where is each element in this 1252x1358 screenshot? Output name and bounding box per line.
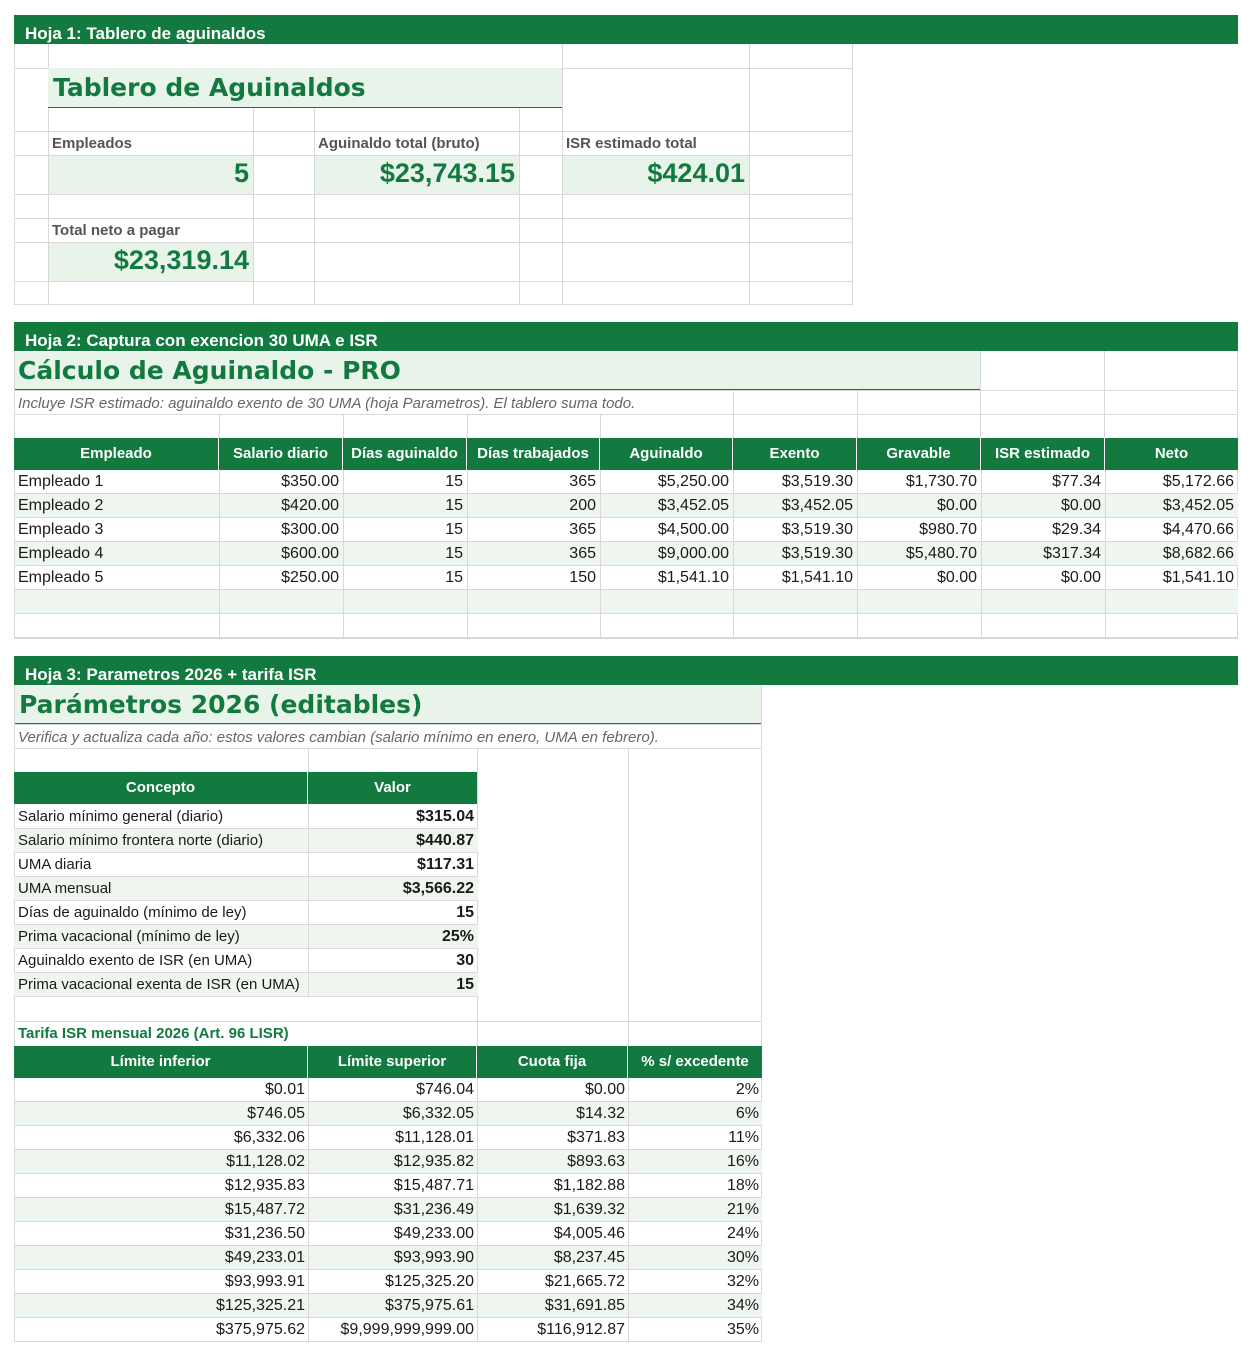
param-value[interactable]: 30 [456, 952, 474, 969]
kpi-value-isr-total[interactable]: $424.01 [647, 158, 745, 188]
param-value[interactable]: $3,566.22 [402, 880, 474, 897]
col-line [1105, 614, 1106, 638]
table-cell[interactable]: 365 [569, 545, 596, 562]
tarifa-cell[interactable]: $116,912.87 [537, 1321, 625, 1338]
tarifa-cell[interactable]: $49,233.01 [224, 1249, 305, 1266]
col-header-cuota-fija[interactable]: Cuota fija [477, 1046, 628, 1078]
tarifa-cell[interactable]: $14.32 [576, 1105, 625, 1122]
col-header-gravable[interactable]: Gravable [857, 438, 981, 470]
tarifa-title: Tarifa ISR mensual 2026 (Art. 96 LISR) [18, 1025, 289, 1042]
tarifa-cell[interactable]: $6,332.06 [233, 1129, 305, 1146]
tarifa-cell[interactable]: $375,975.61 [385, 1297, 474, 1314]
sheet1-banner: Hoja 1: Tablero de aguinaldos [14, 15, 1238, 44]
kpi-label-total-neto: Total neto a pagar [52, 222, 181, 239]
table-cell[interactable]: $3,519.30 [781, 545, 853, 562]
col-header-dias-aguinaldo[interactable]: Días aguinaldo [343, 438, 467, 470]
table-cell[interactable]: $8,682.66 [1162, 545, 1234, 562]
table-cell[interactable]: $3,452.05 [781, 497, 853, 514]
table-cell[interactable]: $5,480.70 [905, 545, 977, 562]
calc-subtitle: Incluye ISR estimado: aguinaldo exento de 30 UMA (hoja Parametros). El tablero suma todo. [18, 395, 636, 412]
param-concept: UMA diaria [18, 856, 92, 873]
kpi-label-aguinaldo-total: Aguinaldo total (bruto) [318, 135, 480, 152]
param-value[interactable]: $117.31 [417, 856, 474, 873]
col-line [219, 590, 220, 614]
tarifa-cell[interactable]: 2% [735, 1081, 759, 1098]
row-line [14, 613, 1238, 614]
col-line [733, 614, 734, 638]
params-title: Parámetros 2026 (editables) [19, 690, 423, 719]
tarifa-cell[interactable]: $11,128.01 [395, 1129, 474, 1146]
col-header-isr-estimado[interactable]: ISR estimado [981, 438, 1105, 470]
table-cell[interactable]: 15 [445, 521, 463, 538]
table-cell[interactable]: $1,541.10 [1162, 569, 1234, 586]
tarifa-cell[interactable]: $1,182.88 [553, 1177, 625, 1194]
table-cell[interactable]: Empleado 3 [18, 521, 104, 538]
table-cell[interactable]: 200 [569, 497, 596, 514]
dashboard-title: Tablero de Aguinaldos [53, 73, 366, 102]
tarifa-cell[interactable]: 34% [726, 1297, 759, 1314]
col-header-exento[interactable]: Exento [733, 438, 857, 470]
col-line [857, 590, 858, 614]
table-cell[interactable]: Empleado 4 [18, 545, 104, 562]
kpi-label-empleados: Empleados [52, 135, 133, 152]
col-line [343, 614, 344, 638]
tarifa-cell[interactable]: $93,993.91 [224, 1273, 305, 1290]
table-cell[interactable]: $350.00 [281, 473, 339, 490]
table-cell[interactable]: $4,500.00 [657, 521, 729, 538]
tarifa-cell[interactable]: 6% [735, 1105, 759, 1122]
col-line [343, 590, 344, 614]
col-header-porcentaje-excedente[interactable]: % s/ excedente [628, 1046, 762, 1078]
param-concept: Aguinaldo exento de ISR (en UMA) [18, 952, 253, 969]
calc-title: Cálculo de Aguinaldo - PRO [18, 356, 401, 385]
table-cell[interactable]: $5,250.00 [657, 473, 729, 490]
col-line [600, 590, 601, 614]
tarifa-cell[interactable]: $746.04 [416, 1081, 474, 1098]
tarifa-cell[interactable]: $375,975.62 [216, 1321, 305, 1338]
table-cell[interactable]: 365 [569, 473, 596, 490]
table-cell[interactable]: $0.00 [1060, 497, 1101, 514]
tarifa-cell[interactable]: $746.05 [247, 1105, 305, 1122]
tarifa-cell[interactable]: $49,233.00 [393, 1225, 474, 1242]
table-cell[interactable]: $3,519.30 [781, 473, 853, 490]
tarifa-cell[interactable]: $21,665.72 [544, 1273, 625, 1290]
tarifa-cell[interactable]: $371.83 [567, 1129, 625, 1146]
param-concept: Prima vacacional exenta de ISR (en UMA) [18, 976, 300, 993]
table-cell[interactable]: $3,519.30 [781, 521, 853, 538]
table-cell[interactable]: Empleado 5 [18, 569, 104, 586]
tarifa-cell[interactable]: $0.01 [264, 1081, 305, 1098]
col-line [981, 614, 982, 638]
col-line [219, 614, 220, 638]
tarifa-cell[interactable]: 24% [726, 1225, 759, 1242]
tarifa-cell[interactable]: $31,236.49 [393, 1201, 474, 1218]
tarifa-cell[interactable]: $125,325.20 [385, 1273, 474, 1290]
col-header-salario-diario[interactable]: Salario diario [219, 438, 343, 470]
table-cell[interactable]: $300.00 [281, 521, 339, 538]
table-cell[interactable]: $0.00 [936, 497, 977, 514]
table-cell[interactable]: $77.34 [1052, 473, 1101, 490]
table-cell[interactable]: $4,470.66 [1162, 521, 1234, 538]
col-header-empleado[interactable]: Empleado [14, 438, 219, 470]
param-concept: Salario mínimo frontera norte (diario) [18, 832, 264, 849]
kpi-label-isr-total: ISR estimado total [566, 135, 697, 152]
tarifa-cell[interactable]: $6,332.05 [402, 1105, 474, 1122]
param-value[interactable]: $315.04 [416, 808, 474, 825]
table-cell[interactable]: $0.00 [936, 569, 977, 586]
col-header-concepto[interactable]: Concepto [14, 772, 308, 804]
table-cell[interactable]: 15 [445, 545, 463, 562]
table-cell[interactable]: $1,541.10 [781, 569, 853, 586]
col-header-dias-trabajados[interactable]: Días trabajados [467, 438, 600, 470]
col-line [467, 590, 468, 614]
col-header-valor[interactable]: Valor [308, 772, 477, 804]
tarifa-cell[interactable]: $9,999,999,999.00 [340, 1321, 474, 1338]
tarifa-cell[interactable]: 32% [726, 1273, 759, 1290]
param-concept: UMA mensual [18, 880, 112, 897]
col-header-limite-superior[interactable]: Límite superior [308, 1046, 477, 1078]
tarifa-cell[interactable]: $12,935.83 [224, 1177, 305, 1194]
tarifa-cell[interactable]: 35% [726, 1321, 759, 1338]
param-value[interactable]: $440.87 [416, 832, 474, 849]
table-cell[interactable]: $420.00 [281, 497, 339, 514]
table-cell[interactable]: 15 [445, 473, 463, 490]
tarifa-cell[interactable]: 18% [726, 1177, 759, 1194]
tarifa-cell[interactable]: 16% [726, 1153, 759, 1170]
tarifa-cell[interactable]: $1,639.32 [553, 1201, 625, 1218]
table-cell[interactable]: $980.70 [919, 521, 977, 538]
table-cell[interactable]: $0.00 [1060, 569, 1101, 586]
tarifa-cell[interactable]: $15,487.72 [224, 1201, 305, 1218]
param-value[interactable]: 15 [456, 976, 474, 993]
table-cell[interactable]: $1,730.70 [905, 473, 977, 490]
kpi-value-aguinaldo-total[interactable]: $23,743.15 [379, 158, 515, 188]
tarifa-cell[interactable]: 11% [728, 1129, 759, 1146]
table-cell[interactable]: 150 [569, 569, 596, 586]
tarifa-cell[interactable]: $8,237.45 [553, 1249, 625, 1266]
col-header-neto[interactable]: Neto [1105, 438, 1238, 470]
table-cell[interactable]: 365 [569, 521, 596, 538]
kpi-value-empleados[interactable]: 5 [233, 158, 249, 188]
table-cell[interactable]: $9,000.00 [657, 545, 729, 562]
param-concept: Prima vacacional (mínimo de ley) [18, 928, 240, 945]
col-line [1105, 590, 1106, 614]
tarifa-cell[interactable]: $31,236.50 [224, 1225, 305, 1242]
table-cell[interactable]: $250.00 [281, 569, 339, 586]
tarifa-cell[interactable]: $4,005.46 [553, 1225, 625, 1242]
table-cell[interactable]: $3,452.05 [1162, 497, 1234, 514]
table-cell[interactable]: Empleado 1 [18, 473, 104, 490]
kpi-value-total-neto[interactable]: $23,319.14 [113, 245, 249, 275]
param-concept: Salario mínimo general (diario) [18, 808, 224, 825]
col-line [14, 614, 15, 638]
tarifa-cell[interactable]: $15,487.71 [393, 1177, 474, 1194]
row-band [14, 590, 1238, 614]
table-cell[interactable]: $29.34 [1052, 521, 1101, 538]
tarifa-cell[interactable]: 30% [726, 1249, 759, 1266]
col-header-aguinaldo[interactable]: Aguinaldo [600, 438, 733, 470]
sheet2-banner: Hoja 2: Captura con exencion 30 UMA e ISR [14, 322, 1238, 351]
table-cell[interactable]: $317.34 [1043, 545, 1101, 562]
col-line [981, 590, 982, 614]
tarifa-cell[interactable]: $11,128.02 [226, 1153, 305, 1170]
col-line [733, 590, 734, 614]
col-line [467, 614, 468, 638]
tarifa-cell[interactable]: $125,325.21 [216, 1297, 305, 1314]
table-cell[interactable]: 15 [445, 497, 463, 514]
table-cell[interactable]: $1,541.10 [657, 569, 729, 586]
sheet3-banner: Hoja 3: Parametros 2026 + tarifa ISR [14, 656, 1238, 685]
row-line [14, 637, 1238, 638]
tarifa-cell[interactable]: $93,993.90 [393, 1249, 474, 1266]
tarifa-cell[interactable]: $12,935.82 [393, 1153, 474, 1170]
params-subtitle: Verifica y actualiza cada año: estos valores cambian (salario mínimo en enero, UMA en febrero). [18, 729, 659, 746]
col-line [600, 614, 601, 638]
table-cell[interactable]: Empleado 2 [18, 497, 104, 514]
col-header-limite-inferior[interactable]: Límite inferior [14, 1046, 308, 1078]
param-value[interactable]: 25% [441, 928, 474, 945]
tarifa-cell[interactable]: $0.00 [584, 1081, 625, 1098]
param-value[interactable]: 15 [456, 904, 474, 921]
table-cell[interactable]: 15 [445, 569, 463, 586]
tarifa-cell[interactable]: $31,691.85 [544, 1297, 625, 1314]
table-cell[interactable]: $5,172.66 [1162, 473, 1234, 490]
col-line [857, 614, 858, 638]
tarifa-cell[interactable]: $893.63 [567, 1153, 625, 1170]
param-concept: Días de aguinaldo (mínimo de ley) [18, 904, 247, 921]
tarifa-cell[interactable]: 21% [726, 1201, 759, 1218]
table-cell[interactable]: $3,452.05 [657, 497, 729, 514]
col-line [14, 590, 15, 614]
table-cell[interactable]: $600.00 [281, 545, 339, 562]
